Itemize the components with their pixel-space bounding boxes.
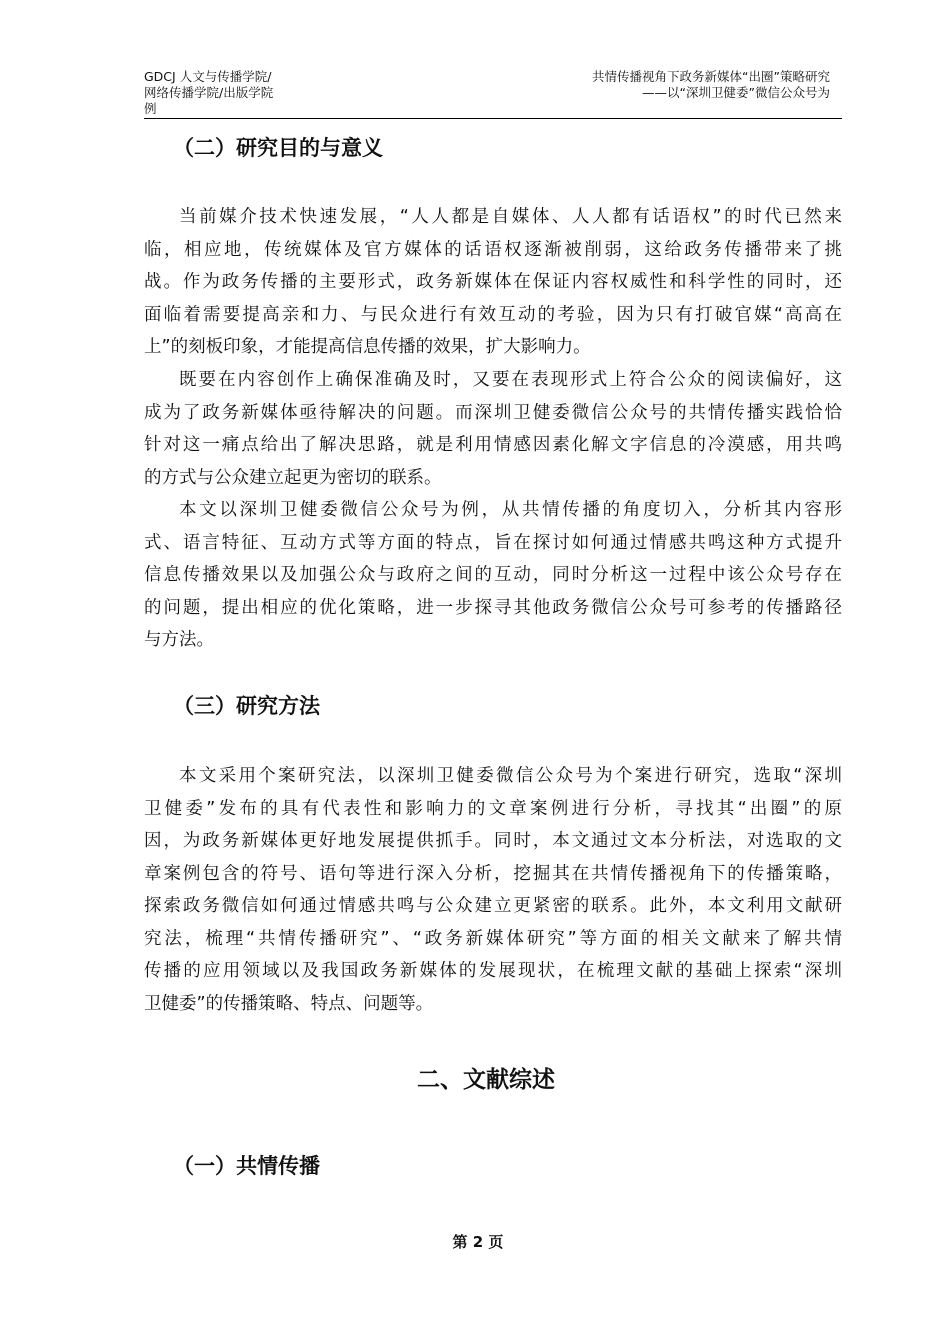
- paragraph-line: 探索政务微信如何通过情感共鸣与公众建立更紧密的联系。此外，本文利用文献研: [144, 896, 842, 916]
- paragraph-line: 临，相应地，传统媒体及官方媒体的话语权逐渐被削弱，这给政务传播带来了挑: [144, 239, 842, 260]
- paragraph-line: 的方式与公众建立起更为密切的联系。: [144, 467, 442, 488]
- header-divider: [144, 118, 842, 119]
- paragraph-line: 成为了政务新媒体亟待解决的问题。而深圳卫健委微信公众号的共情传播实践恰恰: [144, 402, 842, 423]
- paragraph-purpose-2: [144, 364, 842, 494]
- header-right-line: 共情传播视角下政务新媒体“出圈”策略研究: [592, 69, 830, 84]
- paragraph-line: 究法，梳理“共情传播研究”、“政务新媒体研究”等方面的相关文献来了解共情: [144, 928, 842, 949]
- paragraph-line: 当前媒介技术快速发展，“人人都是自媒体、人人都有话语权”的时代已然来: [179, 207, 842, 227]
- paragraph-methods: [144, 760, 842, 1020]
- paragraph-line: 章案例包含的符号、语句等进行深入分析，挖掘其在共情传播视角下的传播策略，: [144, 863, 842, 884]
- running-header-left: [144, 69, 344, 117]
- paragraph-line: 针对这一痛点给出了解决思路，就是利用情感因素化解文字信息的冷漠感，用共鸣: [144, 435, 842, 455]
- paragraph-line: 上”的刻板印象，才能提高信息传播的效果，扩大影响力。: [144, 337, 591, 357]
- paragraph-line: 卫健委”发布的具有代表性和影响力的文章案例进行分析，寻找其“出圈”的原: [144, 798, 842, 819]
- header-left-line: 例: [144, 101, 157, 116]
- section-heading-purpose: （二）研究目的与意义: [173, 136, 383, 160]
- paragraph-line: 本文采用个案研究法，以深圳卫健委微信公众号为个案进行研究，选取“深圳: [179, 766, 842, 786]
- running-header-right: [592, 69, 830, 101]
- paragraph-line: 因，为政务新媒体更好地发展提供抓手。同时，本文通过文本分析法，对选取的文: [144, 831, 842, 851]
- paragraph-purpose-3: [144, 494, 842, 657]
- paragraph-line: 本文以深圳卫健委微信公众号为例，从共情传播的角度切入，分析其内容形: [179, 500, 842, 520]
- paragraph-line: 既要在内容创作上确保准确及时，又要在表现形式上符合公众的阅读偏好，这: [179, 370, 842, 390]
- header-left-line: 网络传播学院/出版学院: [144, 85, 274, 100]
- paragraph-purpose-1: [144, 201, 842, 364]
- section-heading-methods: （三）研究方法: [173, 694, 320, 718]
- paragraph-line: 的问题，提出相应的优化策略，进一步探寻其他政务微信公众号可参考的传播路径: [144, 597, 842, 618]
- chapter-heading-literature-review: 二、文献综述: [417, 1067, 555, 1093]
- header-right-line: ——以“深圳卫健委”微信公众号为: [642, 85, 830, 100]
- paragraph-line: 式、语言特征、互动方式等方面的特点，旨在探讨如何通过情感共鸣这种方式提升: [144, 532, 842, 553]
- page-number: 第 2 页: [452, 1233, 504, 1251]
- section-heading-empathetic-communication: （一）共情传播: [173, 1154, 320, 1178]
- paragraph-line: 信息传播效果以及加强公众与政府之间的互动，同时分析这一过程中该公众号存在: [144, 565, 842, 585]
- paragraph-line: 卫健委”的传播策略、特点、问题等。: [144, 993, 434, 1014]
- paragraph-line: 与方法。: [144, 630, 214, 650]
- paragraph-line: 战。作为政务传播的主要形式，政务新媒体在保证内容权威性和科学性的同时，还: [144, 272, 842, 292]
- paragraph-line: 面临着需要提高亲和力、与民众进行有效互动的考验，因为只有打破官媒“高高在: [144, 304, 842, 325]
- paragraph-line: 传播的应用领域以及我国政务新媒体的发展现状，在梳理文献的基础上探索“深圳: [144, 961, 842, 981]
- header-left-line: GDCJ 人文与传播学院/: [144, 69, 272, 84]
